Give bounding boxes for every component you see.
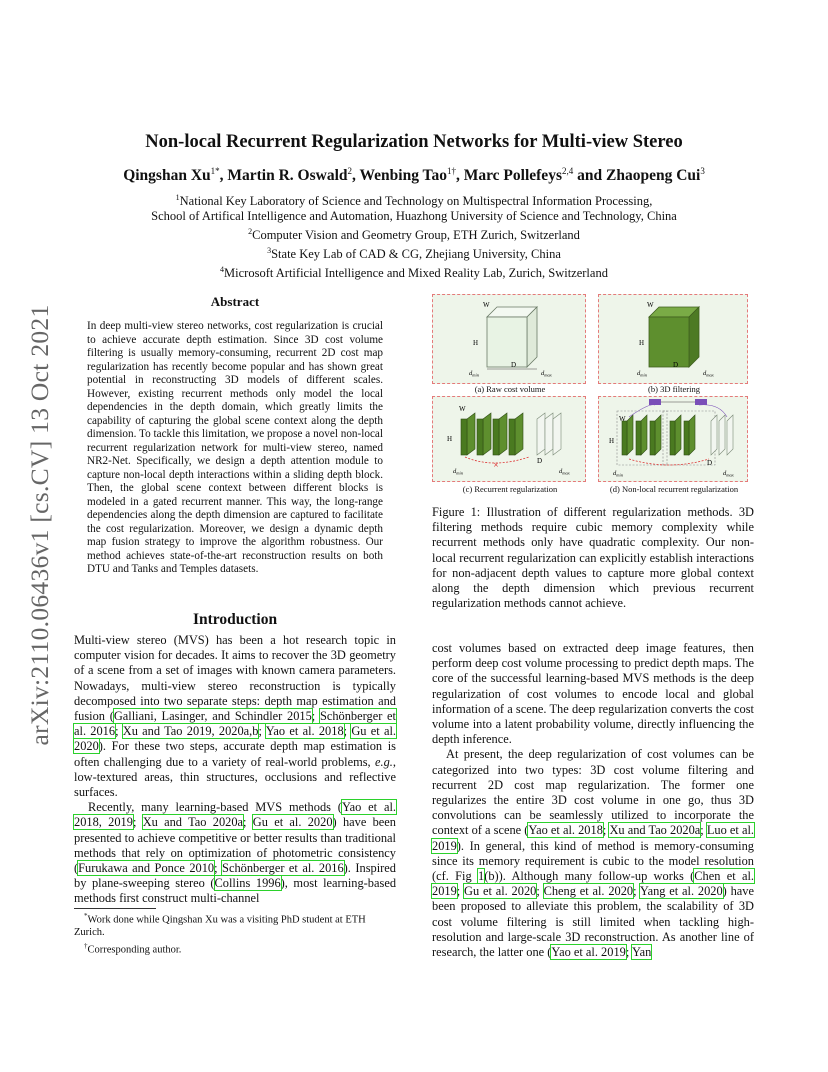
author-name: Martin R. Oswald xyxy=(227,167,348,185)
non-local-recurrent-diagram xyxy=(599,397,747,481)
author-name: Qingshan Xu xyxy=(123,167,211,185)
axis-w-label: W xyxy=(619,415,626,423)
raw-cost-volume-diagram xyxy=(433,295,585,383)
dmin-label: $d_{min}$ xyxy=(469,370,479,378)
cost-map-edge xyxy=(493,419,499,455)
affiliation-line xyxy=(0,243,828,262)
author-affiliation-mark: 3 xyxy=(700,166,705,176)
cube-front-face xyxy=(649,317,689,367)
intro-paragraph xyxy=(74,633,396,800)
citation-link[interactable]: Yao et al. 2018 xyxy=(528,823,603,838)
body-text: ; xyxy=(311,709,320,724)
citation-link[interactable]: Luo et al. 2019 xyxy=(432,823,755,853)
cost-map-slice xyxy=(499,413,507,455)
affiliation-text: State Key Lab of CAD & CG, Zhejiang University, China xyxy=(271,247,561,262)
body-text: ) have been proposed to alleviate this problem, the scalability of 3D cost volume filtering is still limited when tackling high-resolution and large-scale 3D reconstruction. As another line of research, the latter one ( xyxy=(432,884,754,960)
affiliation-mark: 3 xyxy=(267,246,272,256)
footnotes xyxy=(74,910,394,957)
citation-link[interactable]: Yan xyxy=(631,945,652,960)
cost-map-slice xyxy=(641,415,647,455)
affiliation-text: National Key Laboratory of Science and Technology on Multispectral Information Processing, xyxy=(179,194,653,209)
recurrent-regularization-diagram xyxy=(433,397,585,481)
body-text: ; xyxy=(536,884,544,899)
arxiv-sidebar xyxy=(19,290,61,760)
body-text: ; xyxy=(214,861,223,876)
affiliation-text: Microsoft Artificial Intelligence and Mixed Reality Lab, Zurich, Switzerland xyxy=(224,266,608,281)
citation-link[interactable]: Xu and Tao 2019, 2020a,b xyxy=(122,724,259,739)
panel-caption: (d) Non-local recurrent regularization xyxy=(609,484,739,494)
body-text: Recently, many learning-based MVS methods ( xyxy=(88,800,342,815)
body-text: e.g. xyxy=(375,754,393,769)
body-text: At present, the deep regularization of cost volumes can be categorized into two types: 3D cost volume filtering and recurrent 2D cost map regularization. The former one regularizes the entire 3D cost volume in one go, thus 3D convolutions can be seamlessly utilized to incorporate the context of a scene ( xyxy=(432,747,754,838)
axis-d-label: D xyxy=(511,361,517,369)
arxiv-identifier: arXiv:2110.06436v1 [cs.CV] 13 Oct 2021 xyxy=(25,304,54,746)
introduction-body xyxy=(74,633,396,907)
affiliation-list xyxy=(0,190,828,282)
body-text: ; xyxy=(602,823,610,838)
body-text: ). Inspired by plane-sweeping stereo ( xyxy=(74,861,396,891)
citation-link[interactable]: Yao et al. 2018, 2019 xyxy=(74,800,396,830)
body-text: ; xyxy=(132,815,143,830)
citation-link[interactable]: Yang et al. 2020 xyxy=(639,884,723,899)
author-affiliation-mark: 2 xyxy=(347,166,353,176)
affiliation-text: School of Artifical Intelligence and Automation, Huazhong University of Science and Technology, China xyxy=(151,209,677,224)
figure-panel-recurrent-regularization xyxy=(432,396,586,482)
cost-map-edge xyxy=(670,421,675,455)
dmax-label: $d_{max}$ xyxy=(541,370,552,378)
citation-link[interactable]: Gu et al. 2020 xyxy=(464,884,537,899)
footnote-rule xyxy=(74,908,156,909)
author-affiliation-mark: 1* xyxy=(210,166,220,176)
dmax-label: $d_{max}$ xyxy=(559,468,570,476)
cost-map-slice xyxy=(689,415,695,455)
body-paragraph xyxy=(432,747,754,960)
panel-caption: (b) 3D filtering xyxy=(648,384,700,394)
body-text: ), most learning-based methods first construct multi-channel xyxy=(74,876,397,906)
recurrent-flow-arrow xyxy=(629,459,709,465)
body-text: Multi-view stereo (MVS) has been a hot research topic in computer vision for decades. It aims to recover the 3D geometry of a scene from a set of images with known camera parameters. Nowadays, multi-view stereo reconstruction is typically decomposed into two separate steps: depth map estimation and fusion ( xyxy=(74,633,396,724)
author-name: Wenbing Tao xyxy=(359,167,447,185)
author-affiliation-mark: 2,4 xyxy=(561,166,574,176)
body-text: (b)). Although many follow-up works ( xyxy=(484,869,695,884)
cost-map-edge xyxy=(461,419,467,455)
cube-side-face xyxy=(527,307,537,367)
figure-panel-3d-filtering xyxy=(598,294,748,384)
citation-link[interactable]: Xu and Tao 2020a xyxy=(142,815,244,830)
raw-cost-slice xyxy=(727,415,733,455)
author-separator: , xyxy=(219,167,228,185)
cost-map-slice xyxy=(467,413,475,455)
dmin-label: $d_{min}$ xyxy=(453,468,463,476)
raw-cost-slice xyxy=(711,415,717,455)
citation-link[interactable]: Yao et al. 2019 xyxy=(551,945,626,960)
citation-link[interactable]: Schönberger et al. 2016 xyxy=(74,709,397,739)
dmax-label: $d_{max}$ xyxy=(723,470,734,478)
body-text: ) have been presented to achieve competitive or better results than traditional methods that rely on optimization of photometric consistency ( xyxy=(74,815,397,876)
body-text: ; xyxy=(700,823,707,838)
citation-link[interactable]: Furukawa and Ponce 2010 xyxy=(78,861,215,876)
body-text: ). For these two steps, accurate depth map estimation is often challenging due to a variety of real-world problems, xyxy=(74,739,396,769)
footnote-text: Work done while Qingshan Xu was a visiting PhD student at ETH Zurich. xyxy=(74,914,366,938)
dmax-label: $d_{max}$ xyxy=(703,370,714,378)
author-separator: , xyxy=(352,167,360,185)
axis-d-label: D xyxy=(537,457,543,465)
axis-w-label: W xyxy=(647,301,654,309)
affiliation-mark: 4 xyxy=(220,265,225,275)
citation-link[interactable]: Cheng et al. 2020 xyxy=(543,884,634,899)
abstract-body: In deep multi-view stereo networks, cost regularization is crucial to achieve accurate depth estimation. Since 3D cost volume filtering is usually memory-consuming, recurrent 2D cost map regularization has recently become popular and has shown great potential in reconstructing 3D models of different scales. However, existing recurrent methods only model the local dependencies in the depth domain, which greatly limits the capability of capturing the global scene context along the depth dimension. To tackle this limitation, we propose a novel non-local recurrent regularization network for multi-view stereo, named NR2-Net. Specifically, we design a depth attention module to capture non-local depth interactions within a sliding depth block. Then, the global scene context between different blocks is modeled in a gated recurrent manner. This way, the long-range dependencies along the depth dimension are captured to facilitate the cost regularization. Moreover, we design a dynamic depth map fusion strategy to improve the algorithm robustness. Our method achieves state-of-the-art reconstruction results on both DTU and Tanks and Temples datasets. xyxy=(87,320,383,575)
author-name: Marc Pollefeys xyxy=(463,167,562,185)
figure-panel-raw-cost-volume xyxy=(432,294,586,384)
cost-map-slice xyxy=(655,415,661,455)
axis-d-label: D xyxy=(707,459,713,467)
body-text: ; xyxy=(115,724,123,739)
depth-attention-module xyxy=(649,399,661,405)
figure-1-caption: Figure 1: Illustration of different regularization methods. 3D filtering methods require cubic memory complexity while recurrent methods only have quadratic complexity. Our non-local recurrent regularization can explicitly establish interactions for non-adjacent depth values to capture more global context along the depth dimension which previous recurrent regularization methods cannot achieve. xyxy=(432,505,754,611)
body-text: , low-textured areas, thin structures, occlusions and reflective surfaces. xyxy=(74,754,396,800)
citation-link[interactable]: Yao et al. 2018 xyxy=(265,724,344,739)
author-list xyxy=(0,166,828,185)
cost-map-slice xyxy=(515,413,523,455)
dmin-label: $d_{min}$ xyxy=(613,470,623,478)
body-text: ; xyxy=(456,884,465,899)
body-paragraph: cost volumes based on extracted deep image features, then perform deep cost volume processing to predict depth maps. The core of the successful learning-based MVS methods is the deep regularization of cost volumes to encode local and global information of a scene. The deep regularization converts the cost volume into a latent probability volume, directly influencing the depth inference. xyxy=(432,641,754,747)
abstract-heading: Abstract xyxy=(210,294,260,309)
cost-map-edge xyxy=(650,421,655,455)
footnote-text: Corresponding author. xyxy=(87,944,182,955)
depth-attention-module xyxy=(695,399,707,405)
raw-cost-slice xyxy=(719,415,725,455)
cost-map-edge xyxy=(622,421,627,455)
affiliation-line xyxy=(0,209,828,224)
footnote xyxy=(74,910,394,940)
body-text: ; xyxy=(258,724,266,739)
cube-front-face xyxy=(487,317,527,367)
panel-caption: (a) Raw cost volume xyxy=(474,384,546,394)
raw-cost-slice xyxy=(553,413,561,455)
axis-h-label: H xyxy=(609,437,615,445)
axis-h-label: H xyxy=(447,435,453,443)
citation-link[interactable]: Gu et al. 2020 xyxy=(252,815,333,830)
author-separator: , xyxy=(455,167,464,185)
cost-map-edge xyxy=(636,421,641,455)
footnote xyxy=(74,940,394,957)
affiliation-text: Computer Vision and Geometry Group, ETH Zurich, Switzerland xyxy=(252,228,580,243)
citation-link[interactable]: Schönberger et al. 2016 xyxy=(222,861,344,876)
dmin-label: $d_{min}$ xyxy=(637,370,647,378)
cube-side-face xyxy=(689,307,699,367)
figure-reference-link[interactable]: 1 xyxy=(477,869,485,884)
footnote-mark: * xyxy=(84,912,88,920)
affiliation-mark: 1 xyxy=(175,193,180,202)
body-text: ; xyxy=(633,884,640,899)
cost-map-slice xyxy=(675,415,681,455)
axis-w-label: W xyxy=(459,405,466,413)
footnote-mark: † xyxy=(84,941,88,950)
citation-link[interactable]: Collins 1996 xyxy=(214,876,281,891)
raw-cost-slice xyxy=(545,413,553,455)
citation-link[interactable]: Chen et al. 2019 xyxy=(432,869,755,899)
cost-map-edge xyxy=(684,421,689,455)
affiliation-line xyxy=(0,190,828,209)
figure-1 xyxy=(428,292,754,494)
author-affiliation-mark: 1† xyxy=(446,166,456,176)
affiliation-line xyxy=(0,224,828,243)
author-separator: and xyxy=(573,167,606,185)
axis-w-label: W xyxy=(483,301,490,309)
affiliation-line xyxy=(0,262,828,281)
citation-link[interactable]: Xu and Tao 2020a xyxy=(609,823,701,838)
panel-caption: (c) Recurrent regularization xyxy=(462,484,558,494)
body-text: ; xyxy=(343,724,352,739)
axis-h-label: H xyxy=(473,339,479,347)
body-text: ; xyxy=(625,945,632,960)
axis-h-label: H xyxy=(639,339,645,347)
citation-link[interactable]: Gu et al. 2020 xyxy=(74,724,396,754)
right-column-body xyxy=(432,641,754,960)
citation-link[interactable]: Galliani, Lasinger, and Schindler 2015 xyxy=(113,709,312,724)
cost-map-slice xyxy=(627,415,633,455)
body-text: ; xyxy=(243,815,253,830)
author-name: Zhaopeng Cui xyxy=(605,167,701,185)
raw-cost-slice xyxy=(537,413,545,455)
cost-map-edge xyxy=(477,419,483,455)
paper-title: Non-local Recurrent Regularization Networks for Multi-view Stereo xyxy=(145,132,683,152)
introduction-heading: Introduction xyxy=(192,611,278,628)
axis-d-label: D xyxy=(673,361,679,369)
body-text: ). In general, this kind of method is memory-consuming since its memory requirement is cubic to the model resolution (cf. Fig xyxy=(432,838,754,884)
figure-panel-non-local-recurrent-regularization xyxy=(598,396,748,482)
affiliation-mark: 2 xyxy=(248,227,253,237)
blocked-connection-icon: × xyxy=(493,461,499,469)
cost-map-slice xyxy=(483,413,491,455)
3d-filtering-diagram xyxy=(599,295,747,383)
intro-paragraph xyxy=(74,800,396,906)
cost-map-edge xyxy=(509,419,515,455)
